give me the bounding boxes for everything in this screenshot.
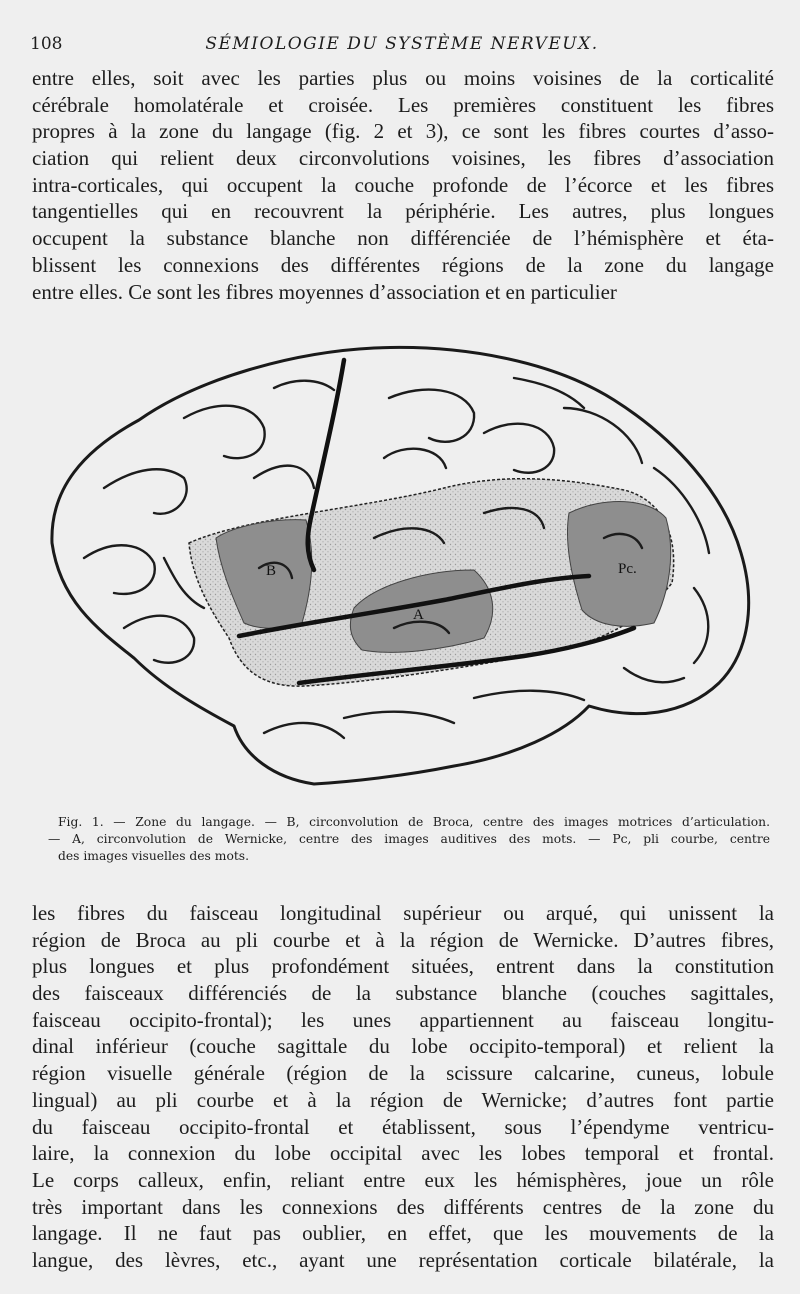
text-line: langage. Il ne faut pas oublier, en effet, que les mouvements de la: [32, 1221, 774, 1246]
paragraph-top: [32, 65, 774, 305]
text-line: plus longues et plus profondément situées, entrent dans la constitution: [32, 954, 774, 979]
text-line: laire, la connexion du lobe occipital avec les lobes temporal et frontal.: [32, 1141, 774, 1166]
text-line: des faisceaux différenciés de la substance blanche (couches sagittales,: [32, 981, 774, 1006]
text-line: lingual) au pli courbe et à la région de Wernicke; d’autres font partie: [32, 1087, 774, 1112]
page-header: [30, 34, 774, 58]
text-line: les fibres du faisceau longitudinal supérieur ou arqué, qui unissent la: [32, 901, 774, 925]
label-broca: B: [266, 563, 277, 579]
text-line: Le corps calleux, enfin, reliant entre eux les hémisphères, joue un rôle: [32, 1167, 774, 1192]
brain-figure: [44, 338, 766, 788]
text-line: dinal inférieur (couche sagittale du lobe occipito-temporal) et relient la: [32, 1034, 774, 1059]
text-line: blissent les connexions des différentes régions de la zone du langage: [32, 252, 774, 277]
text-line: région visuelle générale (région de la scissure calcarine, cuneus, lobule: [32, 1061, 774, 1086]
text-line: propres à la zone du langage (fig. 2 et 3), ce sont les fibres courtes d’asso-: [32, 119, 774, 144]
text-line: entre elles, soit avec les parties plus ou moins voisines de la corticalité: [32, 66, 774, 90]
paragraph-bottom: [32, 900, 774, 1274]
caption-line: — A, circonvolution de Wernicke, centre des images auditives des mots. — Pc, pli courbe, centre: [48, 832, 770, 846]
text-line: tangentielles qui en recouvrent la périphérie. Les autres, plus longues: [32, 199, 774, 224]
caption-line: des images visuelles des mots.: [58, 849, 250, 863]
text-line: entre elles. Ce sont les fibres moyennes d’association et en particulier: [32, 279, 617, 304]
text-line: faisceau occipito-frontal); les unes appartiennent au faisceau longitu-: [32, 1007, 774, 1032]
text-line: intra-corticales, qui occupent la couche profonde de l’écorce et les fibres: [32, 172, 774, 197]
page-number: 108: [30, 34, 63, 54]
text-line: ciation qui relient deux circonvolutions voisines, les fibres d’association: [32, 146, 774, 171]
text-line: très important dans les connexions des différents centres de la zone du: [32, 1194, 774, 1219]
text-line: cérébrale homolatérale et croisée. Les premières constituent les fibres: [32, 92, 774, 117]
label-pli-courbe: Pc.: [618, 561, 637, 577]
text-line: occupent la substance blanche non différenciée de l’hémisphère et éta-: [32, 226, 774, 251]
label-wernicke: A: [413, 607, 424, 623]
text-line: langue, des lèvres, etc., ayant une représentation corticale bilatérale, la: [32, 1247, 774, 1272]
brain-illustration: [44, 338, 766, 788]
running-title: SÉMIOLOGIE DU SYSTÈME NERVEUX.: [205, 34, 599, 54]
figure-caption: [48, 814, 770, 865]
caption-line: Fig. 1. — Zone du langage. — B, circonvolution de Broca, centre des images motrices d’articulation.: [58, 815, 770, 829]
text-line: région de Broca au pli courbe et à la région de Wernicke. D’autres fibres,: [32, 927, 774, 952]
text-line: du faisceau occipito-frontal et établissent, sous l’épendyme ventricu-: [32, 1114, 774, 1139]
